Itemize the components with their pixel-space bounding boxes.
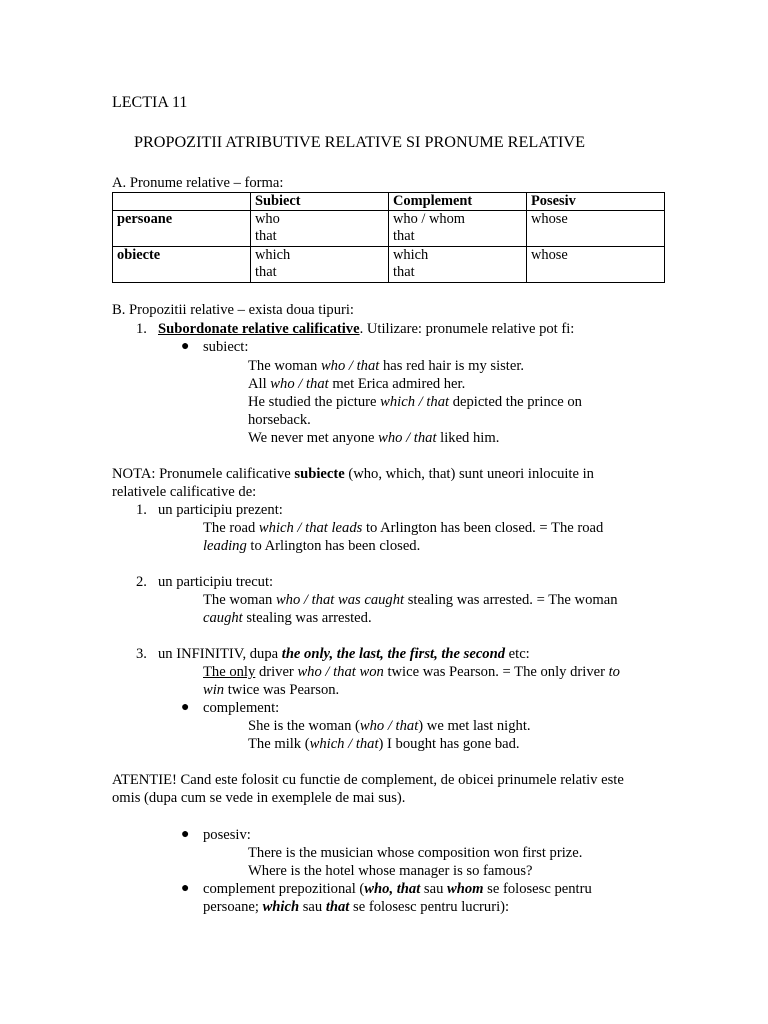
table-row-label: obiecte [113, 247, 251, 283]
complement-label: complement: [203, 700, 280, 716]
nota-paragraph: NOTA: Pronumele calificative subiecte (who, which, that) sunt uneori inlocuite in [112, 466, 594, 482]
example-line: All who / that met Erica admired her. [248, 376, 466, 392]
example-line: The woman who / that was caught stealing was arrested. = The woman [203, 592, 618, 608]
posesiv-label: posesiv: [203, 827, 251, 843]
item-number: 1. [136, 321, 147, 337]
table-cell: whose [527, 247, 665, 283]
subiect-label: subiect: [203, 339, 249, 355]
bullet-icon: ● [181, 827, 190, 842]
atentie-paragraph: ATENTIE! Cand este folosit cu functie de complement, de obicei prinumele relativ este [112, 772, 624, 788]
main-title: PROPOZITII ATRIBUTIVE RELATIVE SI PRONUME RELATIVE [134, 133, 585, 151]
bullet-icon: ● [181, 881, 190, 896]
table-cell: whose [527, 211, 665, 247]
example-line: caught stealing was arrested. [203, 610, 372, 626]
nota-item-label: un participiu prezent: [158, 502, 283, 518]
table-header-row [113, 193, 665, 211]
section-b-heading: B. Propozitii relative – exista doua tipuri: [112, 302, 354, 318]
example-line: The only driver who / that won twice was Pearson. = The only driver to [203, 664, 620, 680]
atentie-paragraph-line2: omis (dupa cum se vede in exemplele de mai sus). [112, 790, 406, 806]
table-header-cell [113, 193, 251, 211]
table-row-label: persoane [113, 211, 251, 247]
item1-text: Subordonate relative calificative. Utilizare: pronumele relative pot fi: [158, 321, 575, 337]
example-line: win twice was Pearson. [203, 682, 340, 698]
table-row [113, 211, 665, 247]
nota-item-label: un participiu trecut: [158, 574, 274, 590]
example-line: Where is the hotel whose manager is so famous? [248, 863, 533, 879]
bullet-icon: ● [181, 700, 190, 715]
example-line: The woman who / that has red hair is my sister. [248, 358, 525, 374]
example-line: horseback. [248, 412, 311, 428]
table-header-cell: Posesiv [527, 193, 665, 211]
item-number: 3. [136, 646, 147, 662]
table-header-cell: Subiect [251, 193, 389, 211]
item-number: 1. [136, 502, 147, 518]
table-cell: which that [389, 247, 527, 283]
lesson-title: LECTIA 11 [112, 94, 188, 111]
example-line: There is the musician whose composition won first prize. [248, 845, 583, 861]
table-cell: who that [251, 211, 389, 247]
item-number: 2. [136, 574, 147, 590]
section-a-heading: A. Pronume relative – forma: [112, 175, 284, 191]
example-line: We never met anyone who / that liked him. [248, 430, 500, 446]
relative-pronouns-table [112, 192, 665, 283]
table-cell: which that [251, 247, 389, 283]
table-cell: who / whom that [389, 211, 527, 247]
prep-line: complement prepozitional (who, that sau whom se folosesc pentru [203, 881, 592, 897]
table-header-cell: Complement [389, 193, 527, 211]
example-line: leading to Arlington has been closed. [203, 538, 421, 554]
table-row [113, 247, 665, 283]
example-line: The road which / that leads to Arlington has been closed. = The road [203, 520, 604, 536]
bullet-icon: ● [181, 339, 190, 354]
nota-paragraph-line2: relativele calificative de: [112, 484, 257, 500]
example-line: The milk (which / that) I bought has gone bad. [248, 736, 520, 752]
prep-line-2: persoane; which sau that se folosesc pentru lucruri): [203, 899, 510, 915]
nota-item-label: un INFINITIV, dupa the only, the last, the first, the second etc: [158, 646, 530, 662]
example-line: She is the woman (who / that) we met last night. [248, 718, 531, 734]
example-line: He studied the picture which / that depicted the prince on [248, 394, 582, 410]
